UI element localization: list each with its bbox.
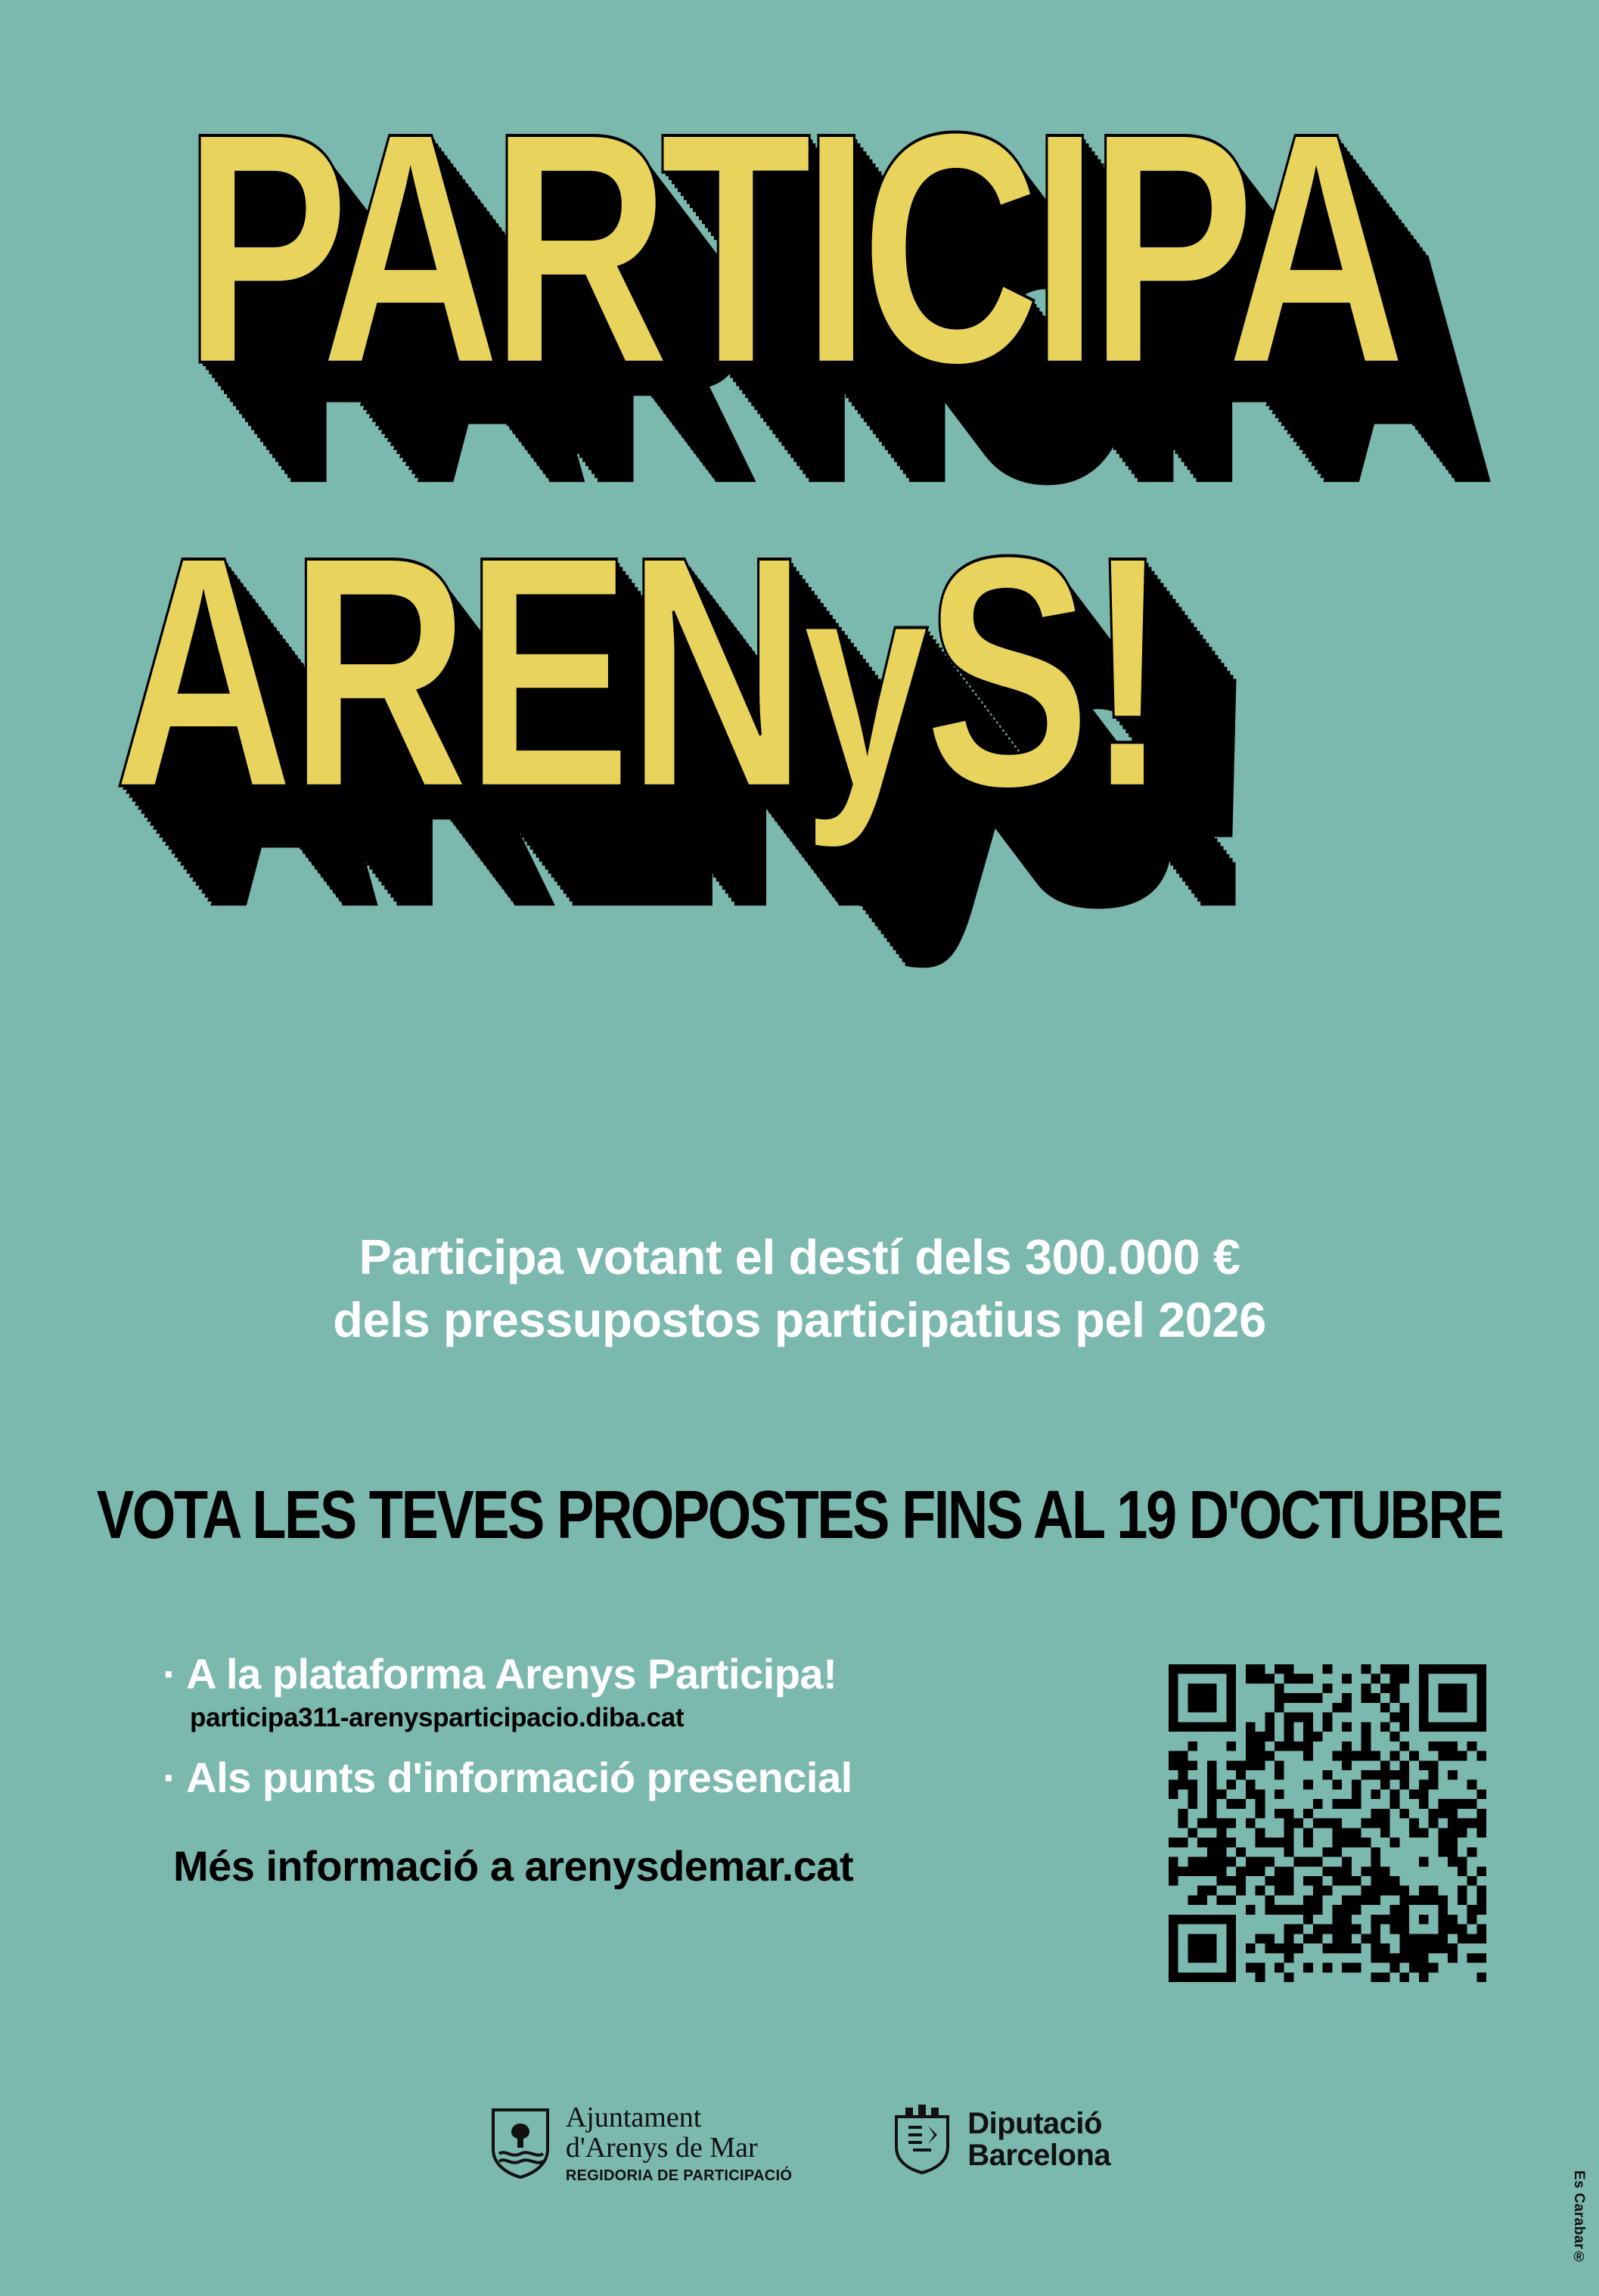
ajuntament-logo: [489, 2103, 792, 2184]
participation-channels: [163, 1649, 1108, 1891]
arenys-de-mar-crest-icon: [489, 2107, 552, 2179]
qr-code-icon[interactable]: [1169, 1664, 1486, 1982]
diputacio-barcelona-crest-icon: [890, 2103, 954, 2176]
poster-subtitle: [0, 1226, 1599, 1351]
ajuntament-line-2: d'Arenys de Mar: [565, 2131, 758, 2164]
ajuntament-logo-text: [566, 2103, 792, 2184]
voting-deadline-text: VOTA LES TEVES PROPOSTES FINS AL 19 D'OCTUBRE: [96, 1476, 1503, 1553]
diputacio-line-1: Diputació: [967, 2107, 1102, 2140]
list-item: · Als punts d'informació presencial: [163, 1754, 852, 1801]
headline-line-2-part-1: AREN: [113, 487, 803, 856]
qr-code-canvas: [1169, 1664, 1486, 1982]
more-info-text: Més informació a arenysdemar.cat: [173, 1842, 854, 1890]
footer-logos: [0, 2103, 1599, 2184]
headline-line-2-part-3: S!: [924, 487, 1165, 856]
subtitle-line-1: Participa votant el destí dels 300.000 €: [359, 1229, 1240, 1285]
headline-line-1: PARTICIPA: [183, 64, 1396, 433]
headline-line-2-part-2: y: [803, 514, 924, 850]
diputacio-line-2: Barcelona: [967, 2139, 1111, 2172]
diputacio-logo: [890, 2103, 1110, 2176]
designer-credit: Es Carabar®: [1571, 2170, 1587, 2266]
list-item: · A la plataforma Arenys Participa!: [163, 1650, 837, 1698]
ajuntament-line-3: REGIDORIA DE PARTICIPACIÓ: [565, 2167, 793, 2184]
headline-line-2: [113, 487, 1165, 856]
subtitle-line-2: dels pressupostos participatius pel 2026: [333, 1292, 1266, 1348]
poster-headline-block: [0, 64, 1599, 1188]
ajuntament-line-1: Ajuntament: [565, 2102, 702, 2133]
diputacio-logo-text: [967, 2108, 1110, 2171]
platform-url[interactable]: participa311-arenysparticipacio.diba.cat: [190, 1703, 685, 1732]
